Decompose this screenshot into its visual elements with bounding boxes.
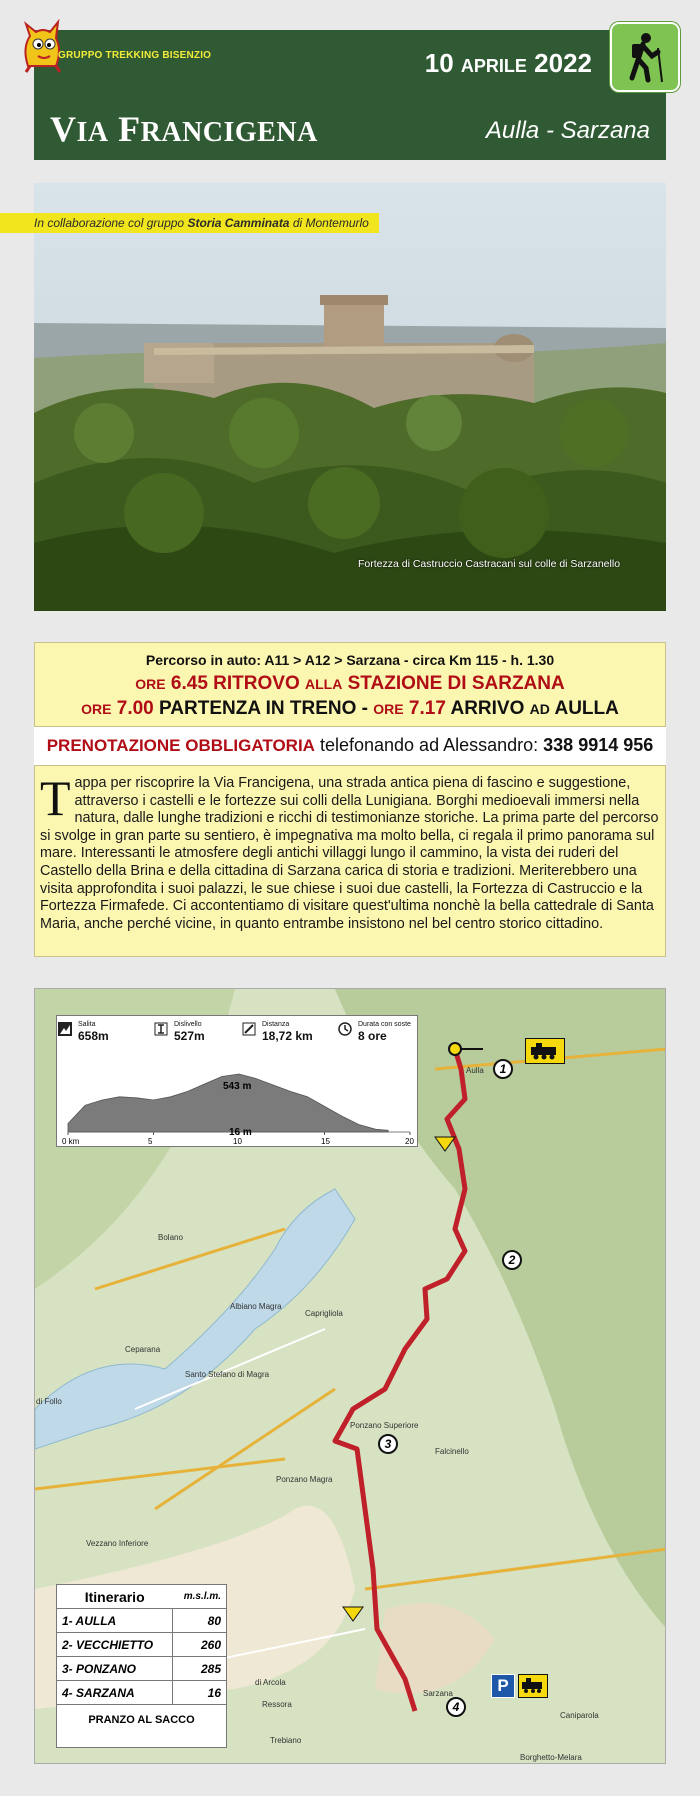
town-label: Falcinello: [435, 1447, 469, 1456]
itinerary-header: [57, 1585, 226, 1609]
stop-name: 2- VECCHIETTO: [57, 1633, 172, 1657]
town-label: Ponzano Magra: [276, 1475, 333, 1484]
town-label: Ponzano Superiore: [350, 1421, 419, 1430]
town-label: Ressora: [262, 1700, 292, 1709]
x-tick-label: 0 km: [62, 1137, 80, 1146]
stat-duration: Durata con soste 8 ore: [358, 1020, 411, 1043]
x-tick-label: 10: [233, 1137, 242, 1146]
photo-caption: Fortezza di Castruccio Castracani sul colle di Sarzanello: [358, 558, 621, 570]
elevation-chart: [64, 1048, 414, 1138]
town-label: Caniparola: [560, 1711, 599, 1720]
waypoint-2[interactable]: 2: [502, 1250, 522, 1270]
stop-altitude: 260: [172, 1633, 226, 1657]
stat-elevation-gain: Dislivello 527m: [174, 1020, 205, 1043]
waypoint-3[interactable]: 3: [378, 1434, 398, 1454]
booking-info: PRENOTAZIONE OBBLIGATORIA telefonando ad Alessandro: 338 9914 956: [46, 735, 654, 755]
description-text: appa per riscoprire la Via Francigena, una strada antica piena di fascino e suggestione, attraverso i castelli e le fortezze sui colli della Lunigiana. Borghi medioevali immersi nella natura, dalle lunghe tradizioni e ricchi di testimonianze storiche. La prima parte del percorso si svolge in gran parte su sentiero, è impegnativa ma molto bella, ci regala il primo panorama sul mare. Interessanti le atmosfere degli antichi villaggi lungo il cammino, la vista dei ruderi del Castello della Brina e della cittadina di Sarzana carica di storia e tradizioni. Meriterebbero una visita approfondita i suoi palazzi, le sue chiese i suoi due castelli, la Fortezza di Castruccio e la Fortezza Firmafede. Ci accontentiamo di visitare quest'ultima nonchè la bella cattedrale di Santa Maria, anche perché vicine, in quanto entrambe insistono nel bel centro storico cittadino.: [40, 775, 659, 932]
meeting-time: ORE 6.45 RITROVO ALLA STAZIONE DI SARZANA: [135, 673, 565, 694]
stop-name: 3- PONZANO: [57, 1657, 172, 1681]
stop-name: 1- AULLA: [57, 1609, 172, 1633]
max-elevation-label: 543 m: [223, 1081, 252, 1092]
town-label: di Follo: [36, 1397, 62, 1406]
hiker-icon: [610, 22, 680, 92]
town-label: Santo Stefano di Magra: [185, 1370, 270, 1379]
description: [40, 770, 660, 933]
car-route: Percorso in auto: A11 > A12 > Sarzana - circa Km 115 - h. 1.30: [145, 652, 555, 668]
town-label: Trebiano: [270, 1736, 302, 1745]
town-label: Vezzano Inferiore: [86, 1539, 149, 1548]
route-subtitle: Aulla - Sarzana: [485, 117, 650, 144]
distance-icon: [242, 1022, 256, 1036]
stat-distance: Distanza 18,72 km: [262, 1020, 313, 1043]
waypoint-1[interactable]: 1: [493, 1059, 513, 1079]
hike-date: 10 APRILE 2022: [424, 48, 592, 78]
parking-icon: P: [491, 1674, 515, 1698]
train-station-icon: [525, 1038, 565, 1064]
town-label: Borghetto-Melara: [520, 1753, 582, 1762]
main-title: VIA FRANCIGENA: [50, 109, 318, 149]
itinerary-table: [56, 1584, 227, 1748]
itinerary-title: Itinerario: [57, 1585, 172, 1609]
clock-icon: [338, 1022, 352, 1036]
stat-ascent: Salita 658m: [78, 1020, 109, 1043]
town-label: Ceparana: [125, 1345, 161, 1354]
stop-altitude: 285: [172, 1657, 226, 1681]
stop-altitude: 16: [172, 1681, 226, 1705]
group-name: GRUPPO TREKKING BISENZIO: [58, 50, 212, 61]
stop-name: 4- SARZANA: [57, 1681, 172, 1705]
town-label: Albiano Magra: [230, 1302, 282, 1311]
ascent-icon: [58, 1022, 72, 1036]
town-label: Sarzana: [423, 1689, 453, 1698]
train-departure: ORE 7.00 PARTENZA IN TRENO - ORE 7.17 ARRIVO AD AULLA: [81, 698, 619, 719]
collaboration-banner: In collaborazione col gruppo Storia Camminata di Montemurlo: [0, 213, 379, 233]
table-row: [57, 1633, 226, 1657]
x-tick-label: 20: [405, 1137, 414, 1146]
phone-number[interactable]: 338 9914 956: [543, 735, 654, 755]
stop-altitude: 80: [172, 1609, 226, 1633]
x-tick-label: 5: [148, 1137, 153, 1146]
drop-cap: T: [40, 770, 71, 826]
train-station-icon: [518, 1674, 548, 1698]
lunch-note: PRANZO AL SACCO: [88, 1714, 195, 1726]
table-row: [57, 1609, 226, 1633]
waypoint-4[interactable]: 4: [446, 1697, 466, 1717]
town-label: Bolano: [158, 1233, 183, 1242]
town-label: di Arcola: [255, 1678, 286, 1687]
mascot-logo-icon: [18, 18, 68, 74]
fortress-photo: [34, 183, 666, 611]
town-label: Aulla: [466, 1066, 484, 1075]
min-elevation-label: 16 m: [229, 1127, 252, 1138]
x-tick-label: 15: [321, 1137, 330, 1146]
table-row: [57, 1681, 226, 1705]
altitude-unit: m.s.l.m.: [172, 1585, 226, 1609]
town-label: Caprigliola: [305, 1309, 343, 1318]
elevation-gain-icon: [154, 1022, 168, 1036]
table-row: [57, 1657, 226, 1681]
